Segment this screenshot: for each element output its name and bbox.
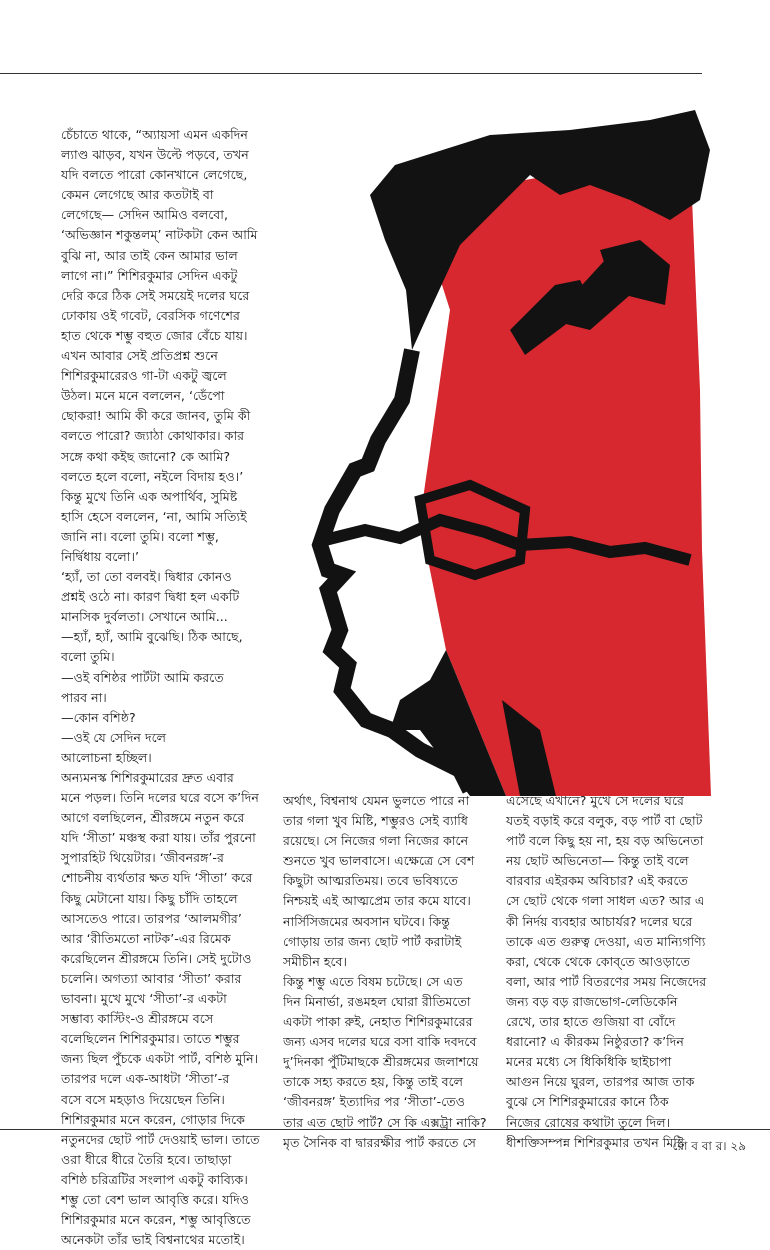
text-line: শিশিরকুমারেরও গা-টা একটু জ্বলে (61, 368, 227, 384)
text-line: কিছু মেটানো যায়। কিছু চাঁদি তাহলে (61, 890, 238, 906)
text-line: তাকে সহ্য করতে হয়, কিন্তু তাই বলে (283, 1074, 464, 1090)
text-line: করেছিলেন শ্রীরঙ্গমে তিনি। সেই দুটোও (61, 950, 252, 966)
text-line: ধরানো? এ কীরকম নিষ্ঠুরতা? ক’দিন (506, 1034, 684, 1050)
text-line: নয় ছোট অভিনেতা— কিন্তু তাই বলে (506, 853, 689, 869)
text-line: যতই বড়াই করে বলুক, বড় পার্ট বা ছোট (506, 813, 703, 829)
text-line: ওরা ধীরে ধীরে তৈরি হবে। তাছাড়া (61, 1151, 232, 1167)
text-line: ল্যাণ্ড ঝাড়ব, যখন উল্টে পড়বে, তখন (61, 147, 249, 163)
article-column-1 (61, 125, 271, 1250)
text-line: উঠল। মনে মনে বললেন, ‘ডেঁপো (61, 388, 225, 404)
text-line: শিশিরকুমার মনে করেন, গোড়ার দিকে (61, 1111, 245, 1127)
text-line: সম্ভাব্য কাস্টিং-ও শ্রীরঙ্গমে বসে (61, 1011, 214, 1027)
text-line: নতুনদের ছোট পার্ট দেওয়াই ভাল। তাতে (61, 1131, 260, 1147)
text-line: মৃত সৈনিক বা দ্বাররক্ষীর পার্ট করতে সে (283, 1134, 476, 1150)
text-line: শোচনীয় ব্যর্থতার ক্ষত যদি ‘সীতা’ করে (61, 870, 253, 886)
text-line: রয়েছে। সে নিজের গলা নিজের কানে (283, 833, 469, 849)
text-line: দিন মিনার্ভা, রঙমহল ঘোরা রীতিমতো (283, 993, 471, 1009)
text-line: জন্য বড় বড় রাজভোগ-লেডিকেনি (506, 993, 678, 1009)
text-line: প্রশ্নই ওঠে না। কারণ দ্বিধা হল একটি (61, 589, 240, 605)
text-line: বলতে পারো? জ্যাঠা কোথাকার। কার (61, 428, 245, 444)
text-line: বশিষ্ঠ চরিত্রটির সংলাপ একটু কাব্যিক। (61, 1171, 248, 1187)
footer-rule (0, 1129, 770, 1130)
text-line: অর্থাৎ, বিশ্বনাথ যেমন ভুলতে পারে না (283, 793, 470, 808)
text-line: বসে বসে মহড়াও দিয়েছেন তিনি। (61, 1091, 225, 1107)
text-line: হাত থেকে শম্ভু বহুত জোর বেঁচে যায়। (61, 327, 248, 343)
text-line: ‘জীবনরঙ্গ’ ইত্যাদির পর ‘সীতা’-তেও (283, 1094, 466, 1110)
text-line: বুঝি না, আর তাই কেন আমার ভাল (61, 247, 238, 263)
text-line: আর ‘রীতিমতো নাটক’-এর রিমেক (61, 930, 231, 946)
text-line: বুঝে সে শিশিরকুমারের কানে ঠিক (506, 1094, 669, 1110)
text-line: হাসি হেসে বললেন, ‘না, আমি সত্যিই (61, 508, 247, 524)
text-line: তার এত ছোট পার্ট? সে কি এক্সট্রা নাকি? (283, 1114, 487, 1130)
article-column-3 (506, 791, 716, 1153)
text-line: শম্ভু তো বেশ ভাল আবৃত্তি করে। যদিও (61, 1191, 249, 1207)
text-line: ‘হ্যাঁ, তা তো বলবই। দ্বিধার কোনও (61, 569, 232, 585)
text-line: নিশ্চয়ই এই আত্মপ্রেম তার কমে যাবে। (283, 893, 471, 909)
portrait-illustration (270, 90, 740, 800)
text-line: নির্দ্বিধায় বলো।’ (61, 548, 139, 564)
text-line: বলো তুমি। (61, 649, 115, 665)
text-line: কী নির্দয় ব্যবহার আচার্যর? দলের ঘরে (506, 913, 693, 929)
text-line: দু’দিনকা পুঁটিমাছকে শ্রীরঙ্গমের জলাশয়ে (283, 1054, 479, 1070)
text-line: আগুন নিয়ে ঘুরল, তারপর আজ তাক (506, 1074, 695, 1090)
page-footer: রো ব বা র। ২৯ (672, 1139, 746, 1153)
text-line: বারবার এইরকম অবিচার? এই করতে (506, 873, 689, 889)
text-line: ধীশক্তিসম্পন্ন শিশিরকুমার তখন মিষ্টি (506, 1134, 685, 1150)
text-line: অনেকটা তাঁর ভাই বিশ্বনাথের মতোই। (61, 1232, 245, 1248)
text-line: কিন্তু মুখে তিনি এক অপার্থিব, সুমিষ্ট (61, 488, 238, 504)
text-line: একটা পাকা রুই, নেহাত শিশিরকুমারের (283, 1014, 473, 1030)
text-line: তার গলা খুব মিষ্টি, শম্ভুরও সেই ব্যাধি (283, 813, 468, 829)
text-line: সমীচীন হবে। (283, 953, 348, 969)
text-line: দেরি করে ঠিক সেই সময়েই দলের ঘরে (61, 287, 250, 303)
text-line: সঙ্গে কথা কইছ জানো? কে আমি? (61, 448, 231, 464)
text-line: পার্ট বলে কিছু হয় না, হয় বড় অভিনেতা (506, 833, 704, 849)
text-line: চেঁচাতে থাকে, “অ্যায়সা এমন একদিন (61, 127, 248, 142)
text-line: ঢোকায় ওই গবেট, বেরসিক গণেশের (61, 307, 240, 323)
text-line: ভাবনা। মুখে মুখে ‘সীতা’-র একটা (61, 991, 227, 1007)
text-line: মনে পড়ল। তিনি দলের ঘরে বসে ক’দিন (61, 790, 259, 806)
text-line: জানি না। বলো তুমি। বলো শম্ভু, (61, 528, 219, 544)
text-line: শিশিরকুমার মনে করেন, শম্ভু আবৃত্তিতে (61, 1212, 251, 1228)
text-line: বলেছিলেন শিশিরকুমার। তাতে শম্ভুর (61, 1031, 240, 1047)
text-line: চলেনি। অগত্যা আবার ‘সীতা’ করার (61, 970, 242, 986)
text-line: নিজের রোষের কথাটা তুলে দিল। (506, 1114, 671, 1130)
text-line: শুনতে খুব ভালবাসে। এক্ষেত্রে সে বেশ (283, 853, 475, 869)
text-line: জন্য এসব দলের ঘরে বসা বাকি দবদবে (283, 1034, 477, 1050)
text-line: গোড়ায় তার জন্য ছোট পার্ট করাটাই (283, 933, 462, 949)
text-line: করা, থেকে থেকে কোব্‌তে আওড়াতে (506, 953, 690, 969)
text-line: বলা, আর পার্ট বিতরণের সময় নিজেদের (506, 973, 707, 989)
text-line: পারব না। (61, 689, 107, 705)
text-line: ‘অভিজ্ঞান শকুন্তলম্’ নাটকটা কেন আমি (61, 227, 258, 243)
text-line: জন্য ছিল পুঁচকে একটা পার্ট, বশিষ্ঠ মুনি। (61, 1051, 259, 1067)
text-line: লেগেছে— সেদিন আমিও বলবো, (61, 207, 228, 223)
text-line: সে ছোট থেকে গলা সাধল এত? আর এ (506, 893, 705, 909)
text-line: মনের মধ্যে সে ধিকিধিকি ছাইচাপা (506, 1054, 672, 1070)
text-line: আগে বলছিলেন, শ্রীরঙ্গমে নতুন করে (61, 810, 245, 826)
text-line: নার্সিসিজমের অবসান ঘটবে। কিন্তু (283, 913, 450, 929)
text-line: আসতেও পারে। তারপর ‘আলমগীর’ (61, 910, 242, 926)
text-line: এখন আবার সেই প্রতিপ্রশ্ন শুনে (61, 348, 218, 364)
text-line: কেমন লেগেছে আর কতটাই বা (61, 187, 214, 203)
text-line: ছোকরা! আমি কী করে জানব, তুমি কী (61, 408, 251, 424)
text-line: অন্যমনস্ক শিশিরকুমারের দ্রুত এবার (61, 770, 234, 785)
text-line: —ওই বশিষ্ঠর পার্টটা আমি করতে (61, 669, 224, 685)
text-line: তারপর দলে এক-আধটা ‘সীতা’-র (61, 1071, 230, 1087)
text-line: কিছুটা আত্মরতিময়। তবে ভবিষ্যতে (283, 873, 458, 889)
text-line: —ওই যে সেদিন দলে (61, 729, 167, 745)
text-line: লাগে না।” শিশিরকুমার সেদিন একটু (61, 267, 238, 283)
text-line: এসেছে এখানে? মুখে সে দলের ঘরে (506, 793, 684, 808)
article-column-2 (283, 791, 493, 1153)
text-line: যদি ‘সীতা’ মঞ্চস্থ করা যায়। তাঁর পুরনো (61, 830, 256, 846)
text-line: রেখে, তার হাতে গুজিয়া বা বোঁদে (506, 1014, 676, 1030)
text-line: আলোচনা হচ্ছিল। (61, 749, 152, 765)
text-line: বলতে হলে বলো, নইলে বিদায় হও।’ (61, 468, 244, 484)
text-line: কিন্তু শম্ভু এতে বিষম চটেছে। সে এত (283, 973, 463, 989)
text-line: —হ্যাঁ, হ্যাঁ, আমি বুঝেছি। ঠিক আছে, (61, 629, 243, 645)
text-line: সুপারহিট থিয়েটার। ‘জীবনরঙ্গ’-র (61, 850, 224, 866)
text-line: —কোন বশিষ্ঠ? (61, 709, 136, 725)
text-line: যদি বলতে পারো কোনখানে লেগেছে, (61, 167, 248, 183)
text-line: তাকে এত গুরুত্ব দেওয়া, এত মান্যিগণ্যি (506, 933, 706, 949)
text-line: মানসিক দুর্বলতা। সেখানে আমি... (61, 609, 228, 625)
header-rule (0, 73, 702, 74)
